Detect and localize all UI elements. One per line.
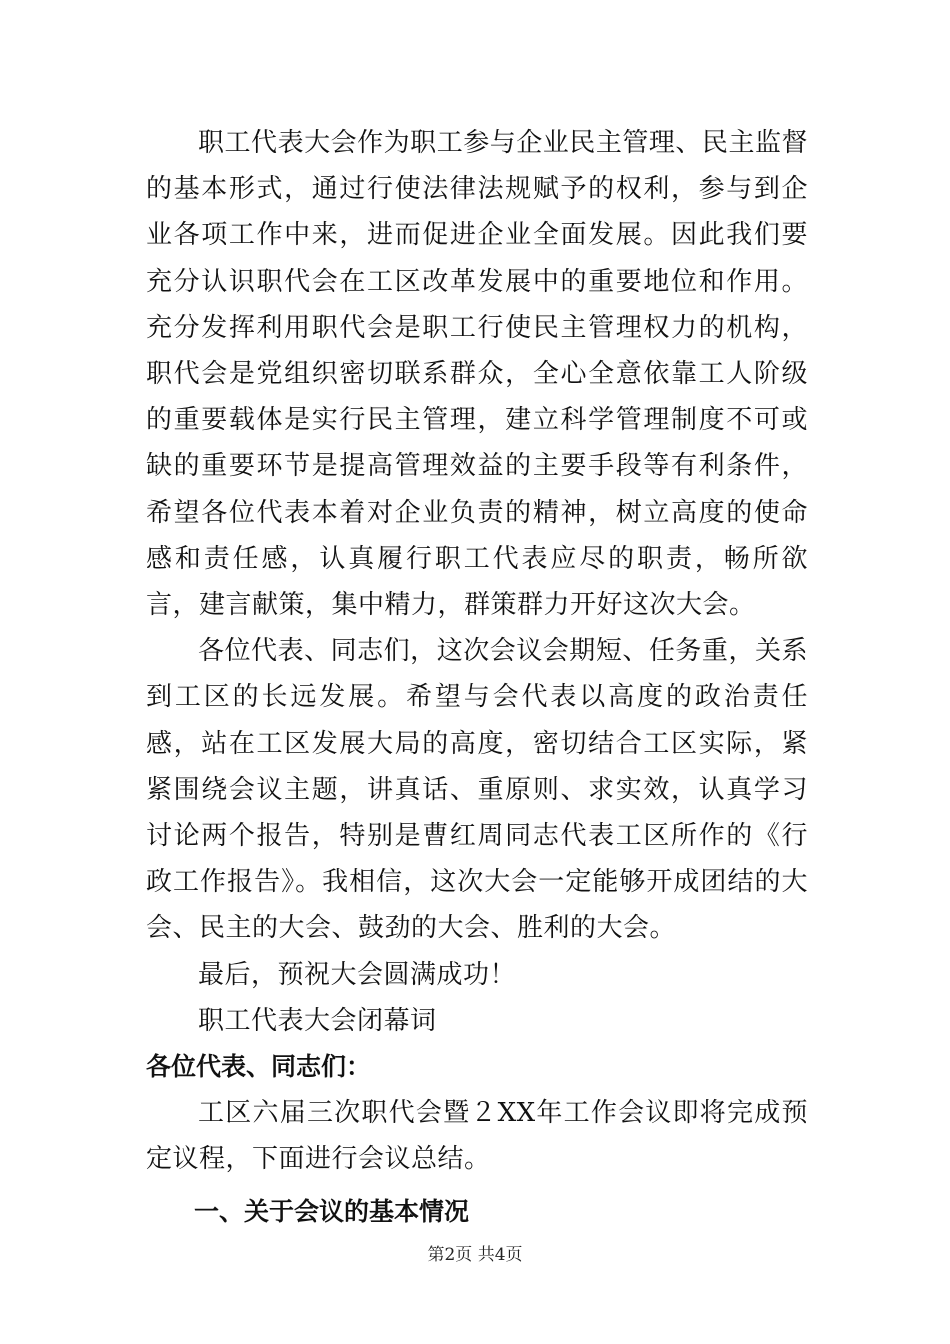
paragraph-congress-role: 职工代表大会作为职工参与企业民主管理、民主监督的基本形式，通过行使法律法规赋予的权利，参与到企业各项工作中来，进而促进企业全面发展。因此我们要充分认识职代会在工区改革发展中的重要地位和作用。充分发挥利用职代会是职工行使民主管理权力的机构，职代会是党组织密切联系群众，全心全意依靠工人阶级的重要载体是实行民主管理，建立科学管理制度不可或缺的重要环节是提高管理效益的主要手段等有利条件，希望各位代表本着对企业负责的精神，树立高度的使命感和责任感，认真履行职工代表应尽的职责，畅所欲言，建言献策，集中精力，群策群力开好这次大会。: [146, 128, 808, 621]
paragraph-delegates-appeal: 各位代表、同志们，这次会议会期短、任务重，关系到工区的长远发展。希望与会代表以高度的政治责任感，站在工区发展大局的高度，密切结合工区实际，紧紧围绕会议主题，讲真话、重原则、求实效，认真学习讨论两个报告，特别是曹红周同志代表工区所作的《行政工作报告》。我相信，这次大会一定能够开成团结的大会、民主的大会、鼓劲的大会、胜利的大会。: [146, 636, 808, 944]
salutation: 各位代表、同志们：: [146, 1052, 372, 1082]
section-heading-basic-info: 一、关于会议的基本情况: [194, 1196, 470, 1226]
paragraph-intro: 工区六届三次职代会暨２XX年工作会议即将完成预定议程，下面进行会议总结。: [146, 1098, 808, 1175]
document-body: [146, 120, 808, 1235]
page-number-footer: 第2页 共4页: [427, 1245, 523, 1265]
paragraph-closing-wish: 最后，预祝大会圆满成功！: [198, 959, 517, 990]
closing-speech-title: 职工代表大会闭幕词: [198, 1005, 437, 1036]
